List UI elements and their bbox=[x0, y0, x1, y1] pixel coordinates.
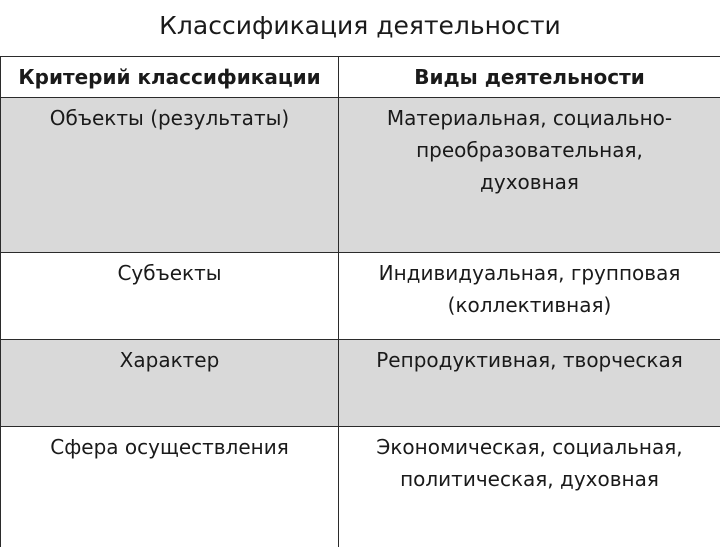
table-row bbox=[1, 340, 720, 427]
criterion-cell: Сфера осуществления bbox=[1, 427, 339, 547]
column-header-criterion: Критерий классификации bbox=[1, 57, 339, 98]
types-cell: Экономическая, социальная, политическая, духовная bbox=[339, 427, 720, 547]
page-title: Классификация деятельности bbox=[0, 6, 720, 46]
types-cell: Индивидуальная, групповая (коллективная) bbox=[339, 253, 720, 340]
column-header-types: Виды деятельности bbox=[339, 57, 720, 98]
table-header-row bbox=[1, 57, 720, 98]
criterion-cell: Характер bbox=[1, 340, 339, 427]
classification-table bbox=[0, 56, 720, 547]
table-row bbox=[1, 253, 720, 340]
types-cell: Материальная, социально-преобразовательная, духовная bbox=[339, 98, 720, 253]
table-row bbox=[1, 98, 720, 253]
criterion-cell: Субъекты bbox=[1, 253, 339, 340]
criterion-cell: Объекты (результаты) bbox=[1, 98, 339, 253]
table-row bbox=[1, 427, 720, 547]
types-cell: Репродуктивная, творческая bbox=[339, 340, 720, 427]
